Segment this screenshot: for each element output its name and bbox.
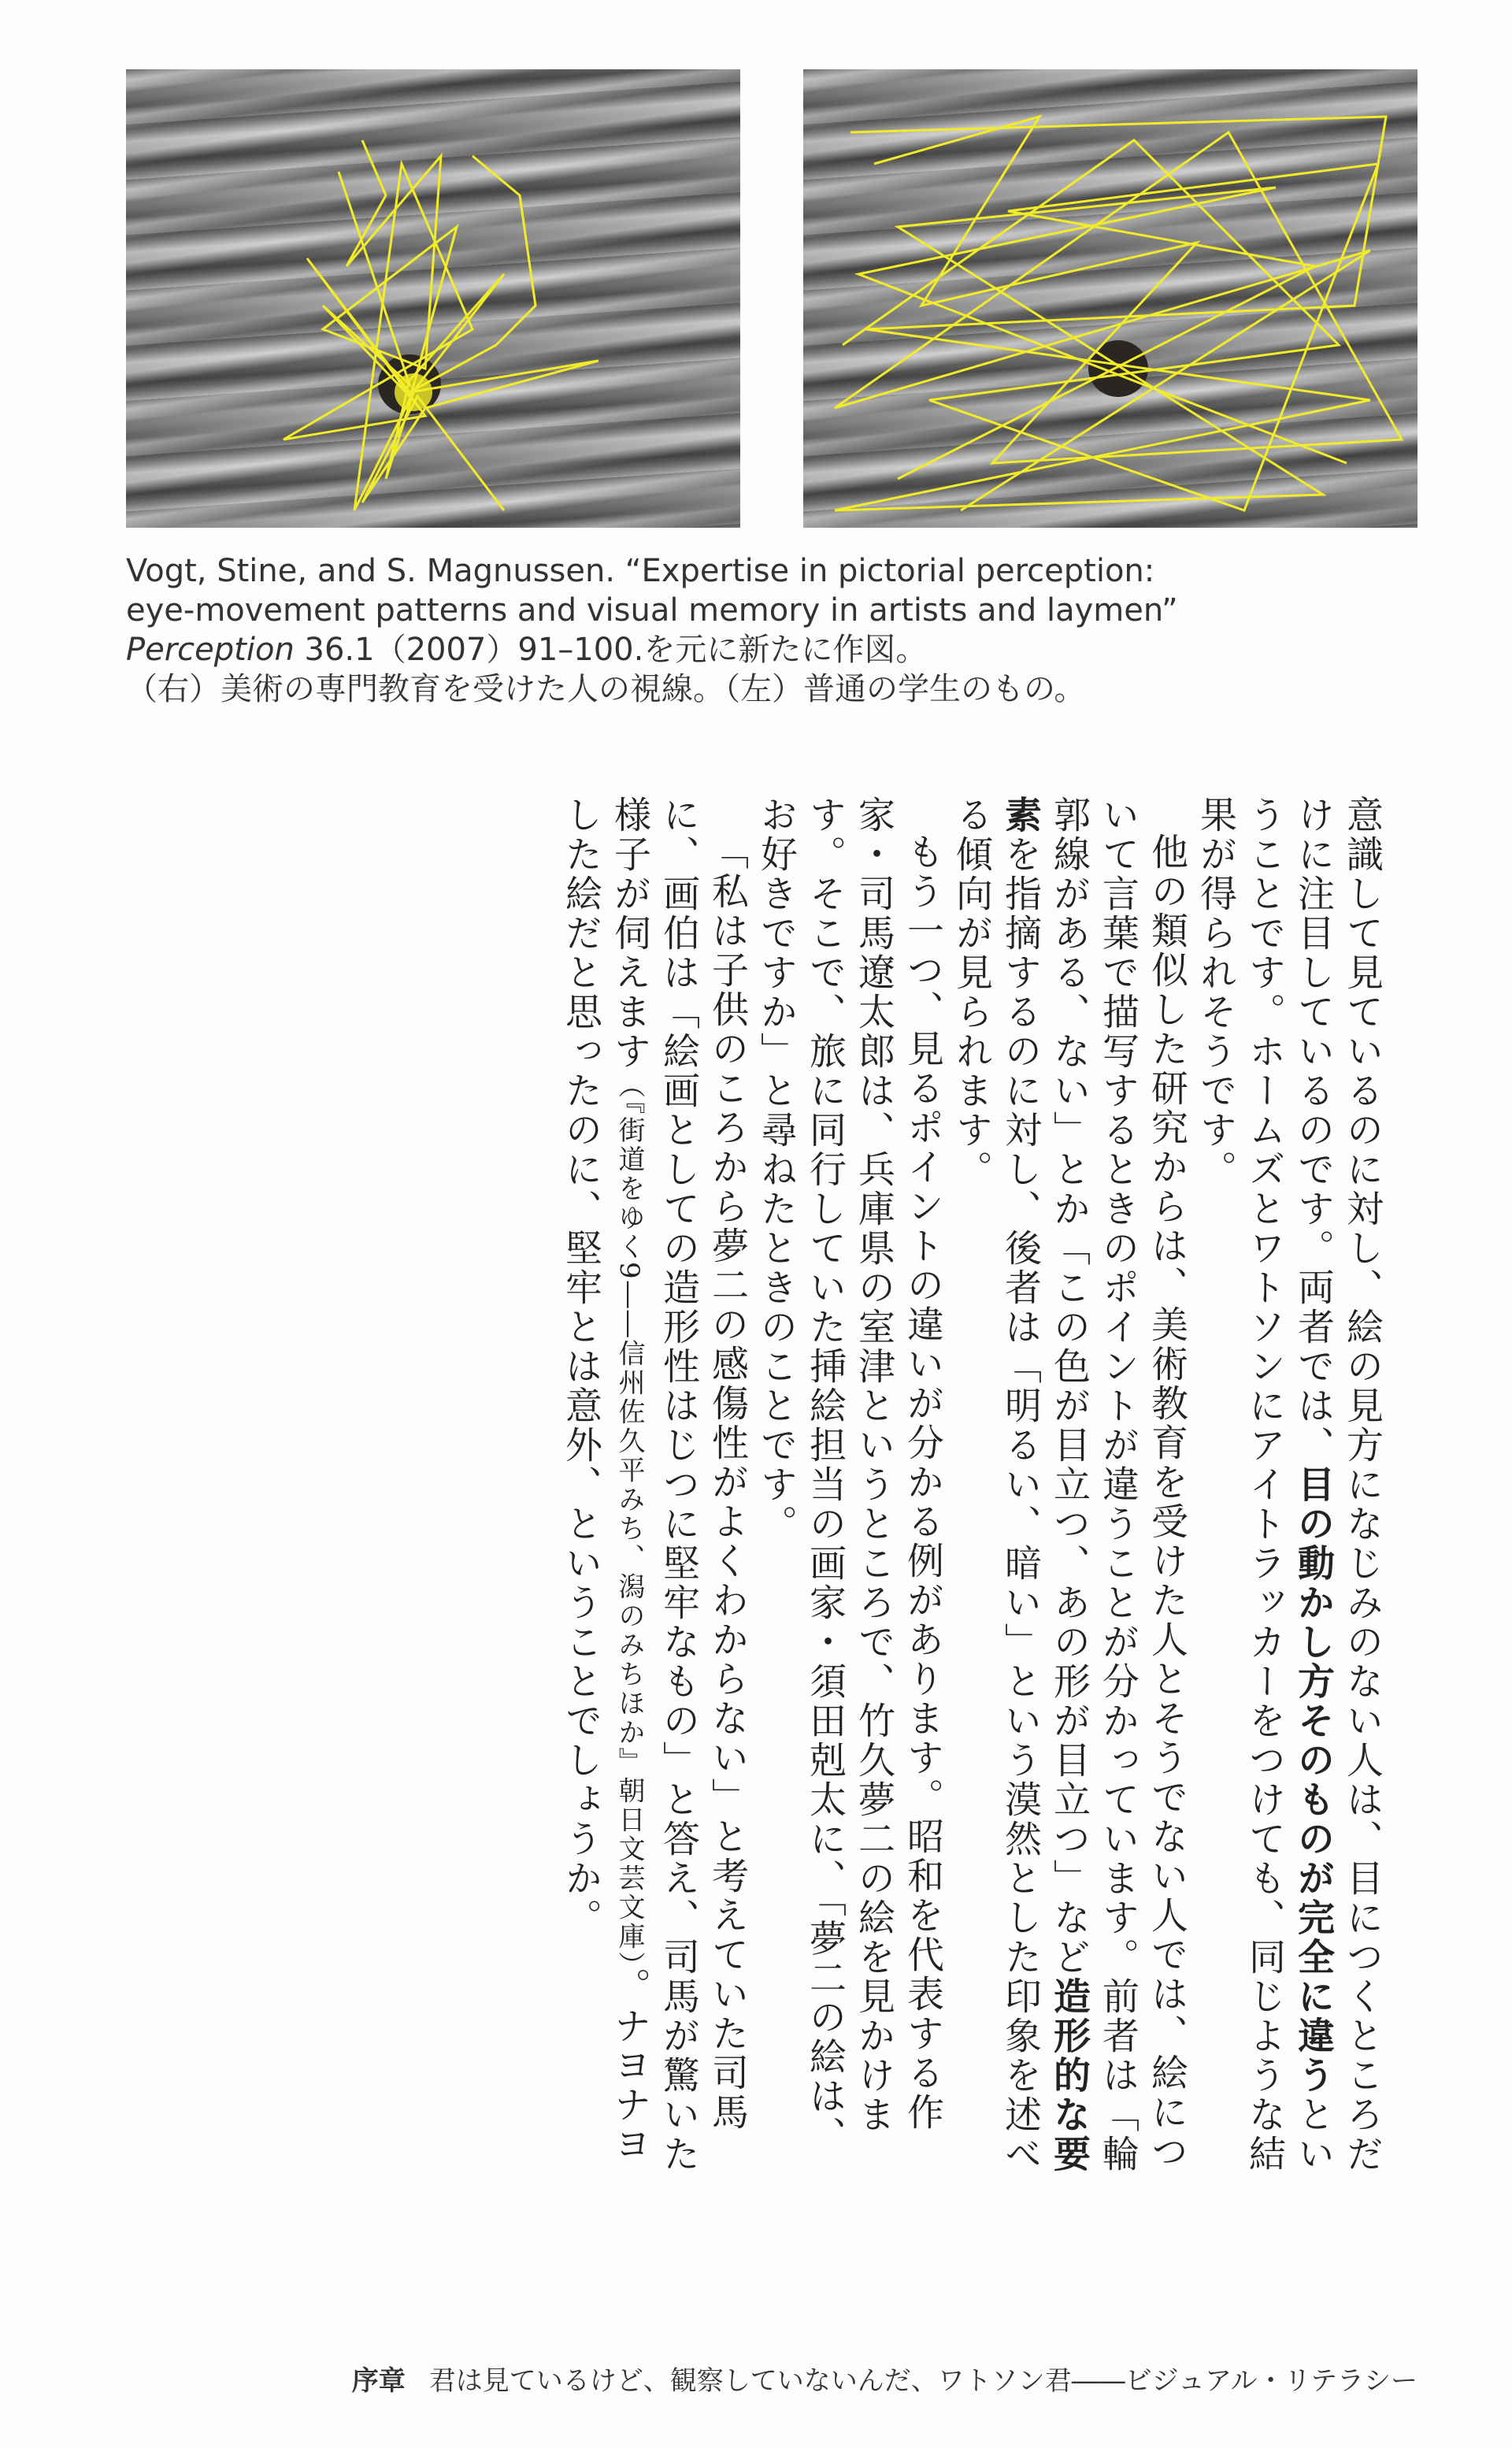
eye-track-trace-right xyxy=(803,69,1418,528)
layman-eye-track xyxy=(803,69,1418,528)
p2-text-a: 他の類似した研究からは、美術教育を受けた人とそうでない人では、絵について言葉で描写するときのポイントが違うことが分かっています。前者は「輪郭線がある、ない」とか「この色が目立つ、あの形が目立つ」など xyxy=(1047,796,1188,2174)
paragraph-4 xyxy=(556,796,751,2174)
artist-eye-track xyxy=(126,69,740,528)
eye-track-trace-left xyxy=(126,69,740,528)
caption-line-3 xyxy=(126,630,1386,669)
p1-text-b: ということです。ホームズとワトソンにアイトラッカーをつけても、同じような結果が得られそうです。 xyxy=(1194,796,1335,2174)
paragraph-1 xyxy=(1191,796,1386,2174)
p4-text-b: 。ナヨナヨした絵だと思ったのに、堅牢とは意外、ということでしょうか。 xyxy=(559,796,651,2164)
caption-line-4: （右）美術の専門教育を受けた人の視線。（左）普通の学生のもの。 xyxy=(126,671,1086,707)
footer-title: 君は見ているけど、観察していないんだ、ワトソン君――ビジュアル・リテラシー xyxy=(428,2365,1418,2397)
p1-emphasis: 目の動かし方そのものが完全に違う xyxy=(1292,1465,1335,2095)
p2-text-b: を指摘するのに対し、後者は「明るい、暗い」という漠然とした印象を述べる傾向が見られます。 xyxy=(950,796,1042,2174)
caption-line-1: Vogt, Stine, and S. Magnussen. “Expertise in pictorial perception: xyxy=(126,553,1155,589)
footer-chapter: 序章 xyxy=(351,2365,406,2397)
p4-citation: （『街道をゆく9――信州佐久平みち、潟のみちほか』朝日文芸文庫） xyxy=(613,1071,645,1968)
figure-caption xyxy=(126,551,1386,709)
paragraph-2 xyxy=(947,796,1191,2174)
caption-citation: 36.1（2007）91–100.を元に新たに作図。 xyxy=(294,632,928,668)
paragraph-3: もう一つ、見るポイントの違いが分かる例があります。昭和を代表する作家・司馬遼太郎は、兵庫県の室津というところで、竹久夢二の絵を見かけます。そこで、旅に同行していた挿絵担当の画家・須田剋太に、「夢二の絵は、お好きですか」と尋ねたときのことです。 xyxy=(754,796,944,2156)
caption-line-2: eye-movement patterns and visual memory in artists and laymen” xyxy=(126,592,1178,629)
running-footer xyxy=(236,2359,1418,2398)
p4-text-a: 「私は子供のころから夢二の感傷性がよくわからない」と考えていた司馬に、画伯は「絵画としての造形性はじつに堅牢なもの」と答え、司馬が驚いた様子が伺えます xyxy=(608,796,749,2174)
p1-text-a: 意識して見ているのに対し、絵の見方になじみのない人は、目につくところだけに注目しているのです。両者では、 xyxy=(1292,796,1384,2174)
body-text xyxy=(126,796,1386,2174)
p2-emphasis: 造形的な要素 xyxy=(999,796,1091,2174)
caption-journal: Perception xyxy=(126,632,295,668)
